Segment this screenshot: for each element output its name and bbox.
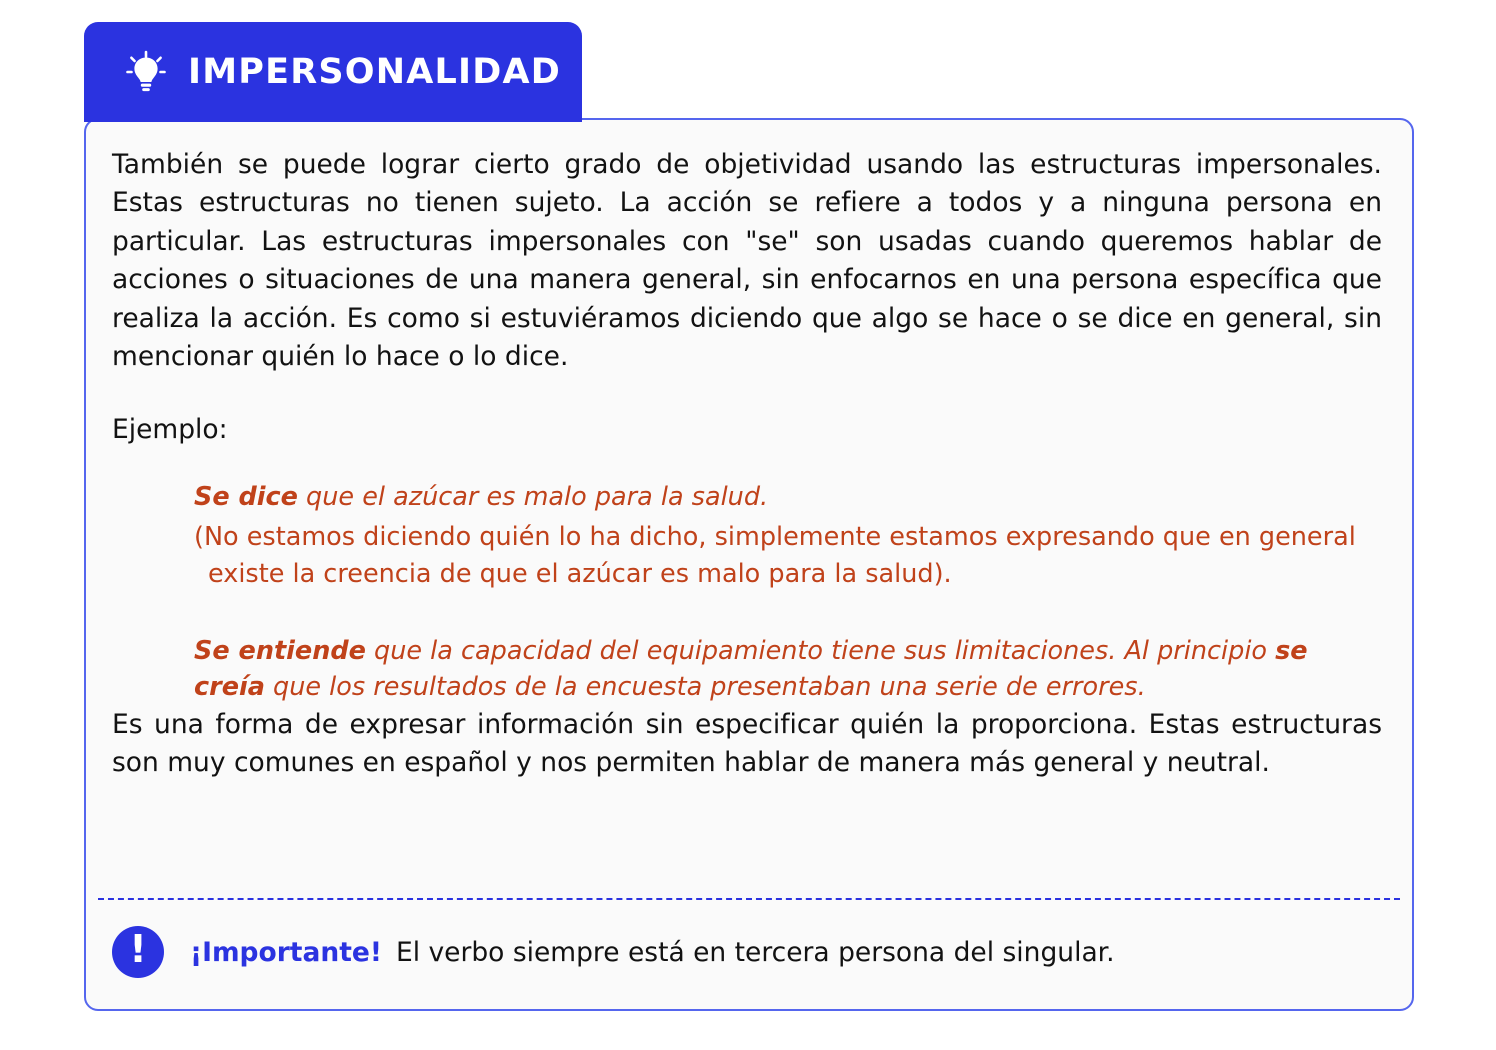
exclamation-glyph: !: [129, 927, 147, 971]
example-2-rest-2: que los resultados de la encuesta presentaban una serie de errores.: [264, 672, 1146, 703]
example-2-highlight: Se entiende: [194, 636, 366, 667]
card-body: [86, 120, 1412, 782]
example-2-rest: que la capacidad del equipamiento tiene sus limitaciones. Al principio: [365, 636, 1276, 667]
important-text: El verbo siempre está en tercera persona del singular.: [395, 936, 1115, 968]
example-1-note: [194, 519, 1382, 593]
section-divider: [98, 898, 1400, 900]
example-1-rest: que el azúcar es malo para la salud.: [297, 481, 769, 512]
section-header-tab: [84, 22, 582, 122]
lightbulb-icon: [126, 50, 166, 94]
example-1-note-text: (No estamos diciendo quién lo ha dicho, simplemente estamos expresando que en general existe la creencia de que el azúcar es malo para la salud).: [194, 522, 1356, 590]
example-2-highlight-2: se creía: [194, 636, 1308, 703]
intro-paragraph: También se puede lograr cierto grado de objetividad usando las estructuras impersonales. Estas estructuras no tienen sujeto. La acción se refiere a todos y a ninguna persona en particular. Las estructuras impersonales con "se" son usadas cuando queremos hablar de acciones o situaciones de una manera general, sin enfocarnos en una persona específica que realiza la acción. Es como si estuviéramos diciendo que algo se hace o se dice en general, sin mencionar quién lo hace o lo dice.: [112, 149, 1382, 373]
section-title: IMPERSONALIDAD: [188, 51, 562, 92]
lesson-card: [84, 118, 1414, 1011]
closing-paragraph: Es una forma de expresar información sin especificar quién la proporciona. Estas estructuras son muy comunes en español y nos permiten hablar de manera más general y neutral.: [112, 708, 1382, 778]
example-label: Ejemplo:: [112, 413, 228, 445]
example-1-highlight: Se dice: [194, 481, 298, 512]
important-label: ¡Importante!: [190, 936, 382, 968]
examples-block: [112, 479, 1382, 706]
example-item-1: [194, 479, 1382, 593]
exclamation-icon: [112, 926, 164, 978]
example-item-2: [194, 633, 1382, 705]
important-note: [112, 926, 1386, 978]
